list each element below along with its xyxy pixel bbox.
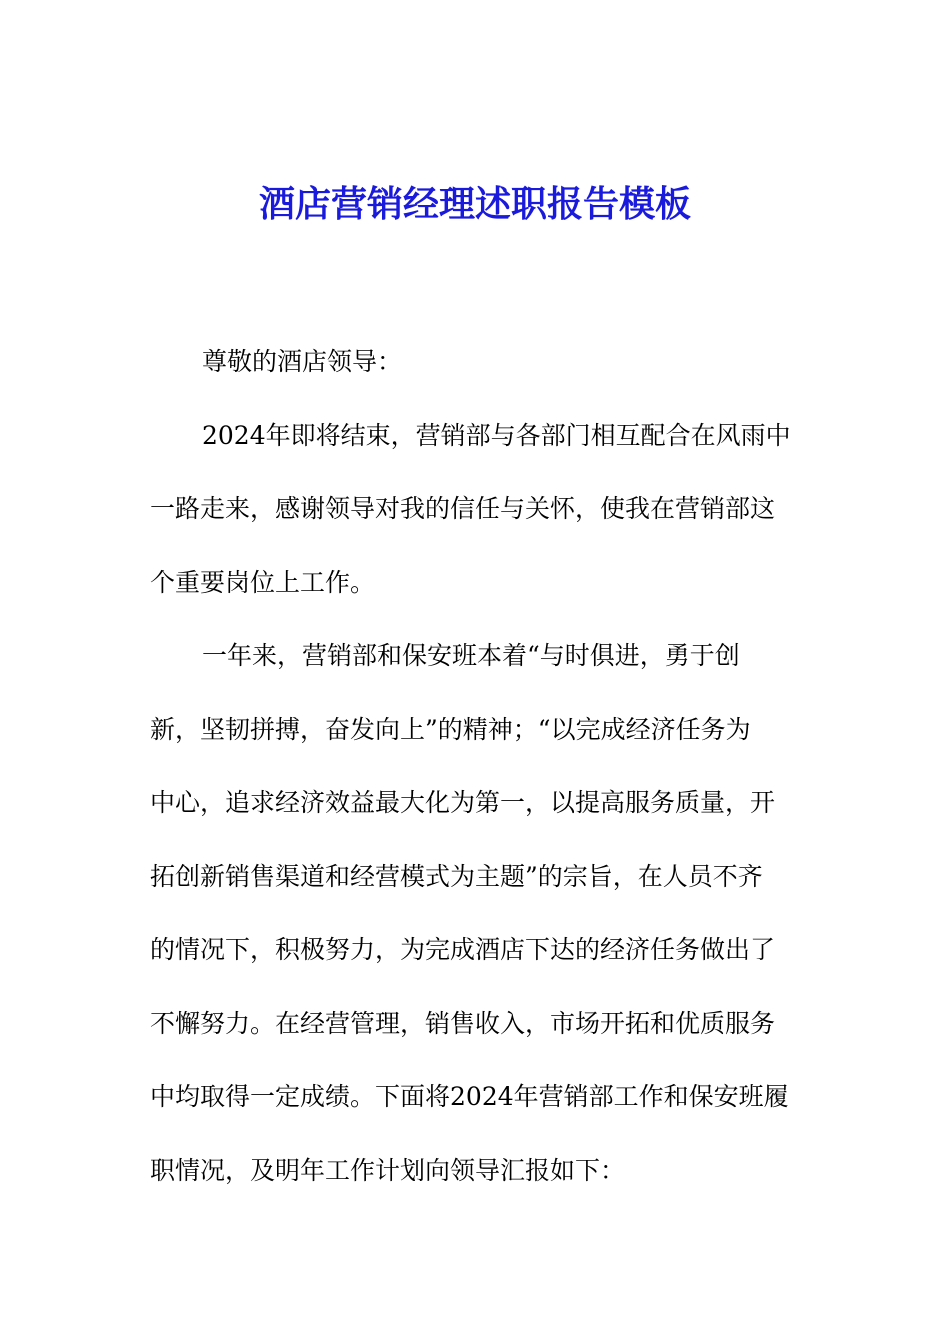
text-line: 个重要岗位上工作。 xyxy=(150,567,376,597)
paragraph-salutation xyxy=(150,325,802,399)
text-line: 尊敬的酒店领导： xyxy=(202,347,403,376)
text-line: 职情况，及明年工作计划向领导汇报如下： xyxy=(150,1155,626,1185)
text-line: 一路走来，感谢领导对我的信任与关怀，使我在营销部这 xyxy=(150,494,776,523)
paragraph-summary xyxy=(150,619,802,1207)
text-line: 一年来，营销部和保安班本着“与时俱进，勇于创 xyxy=(202,641,740,670)
text-line: 的情况下，积极努力，为完成酒店下达的经济任务做出了 xyxy=(150,935,776,964)
text-line: 中心，追求经济效益最大化为第一，以提高服务质量，开 xyxy=(150,788,776,817)
text-line: 中均取得一定成绩。下面将2024年营销部工作和保安班履 xyxy=(150,1082,789,1111)
text-line: 不懈努力。在经营管理，销售收入，市场开拓和优质服务 xyxy=(150,1008,776,1038)
paragraph-intro xyxy=(150,399,802,620)
document-title: 酒店营销经理述职报告模板 xyxy=(258,183,691,225)
document-body xyxy=(150,325,802,1207)
text-line: 2024年即将结束，营销部与各部门相互配合在风雨中 xyxy=(202,420,791,450)
text-line: 拓创新销售渠道和经营模式为主题”的宗旨，在人员不齐 xyxy=(150,861,763,891)
text-line: 新，坚韧拼搏，奋发向上”的精神；“以完成经济任务为 xyxy=(150,714,751,744)
